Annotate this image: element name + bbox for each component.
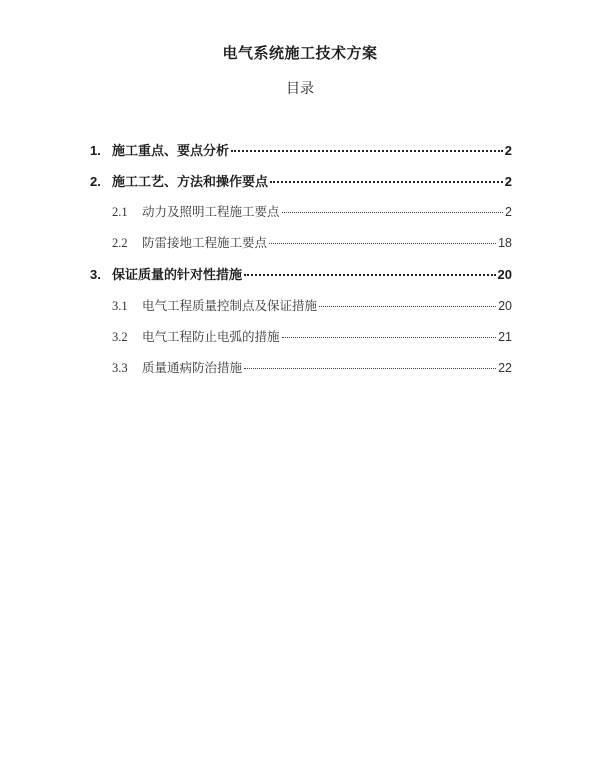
- toc-entry-number: 3.3: [112, 361, 128, 375]
- toc-entry[interactable]: [90, 140, 512, 160]
- toc-entry-number: 3.1: [112, 299, 128, 313]
- toc-entry-page: 20: [497, 267, 512, 282]
- toc-entry-title: 防雷接地工程施工要点: [142, 235, 268, 250]
- toc-entry-number: 3.: [90, 267, 101, 282]
- toc-subentry[interactable]: [112, 327, 512, 347]
- toc-entry-page: 18: [498, 236, 512, 250]
- toc-dot-leader: [282, 212, 504, 213]
- toc-entry-title: 施工工艺、方法和操作要点: [112, 175, 269, 190]
- toc-entry-page: 22: [498, 361, 512, 375]
- toc-entry-title: 动力及照明工程施工要点: [142, 204, 280, 219]
- toc-entry-page: 21: [498, 330, 512, 344]
- toc-entry-page: 2: [504, 174, 512, 189]
- toc-dot-leader: [269, 243, 496, 244]
- toc-entry-title: 保证质量的针对性措施: [112, 268, 243, 283]
- toc-entry-number: 2.2: [112, 236, 128, 250]
- toc-subentry[interactable]: [112, 233, 512, 253]
- toc-dot-leader: [231, 150, 503, 152]
- toc-entry-number: 1.: [90, 143, 101, 158]
- toc-dot-leader: [282, 337, 497, 338]
- toc-subentry[interactable]: [112, 358, 512, 378]
- toc-subentry[interactable]: [112, 296, 512, 316]
- toc-entry-title: 电气工程防止电弧的措施: [142, 329, 280, 344]
- toc-entry-number: 2.: [90, 174, 101, 189]
- document-title: 电气系统施工技术方案: [222, 44, 378, 62]
- toc-entry-page: 2: [504, 143, 512, 158]
- toc-entry-title: 质量通病防治措施: [142, 360, 243, 375]
- toc-dot-leader: [244, 274, 496, 276]
- toc-dot-leader: [319, 306, 496, 307]
- toc-subentry[interactable]: [112, 202, 512, 222]
- toc-entry-page: 20: [498, 299, 512, 313]
- toc-entry-title: 施工重点、要点分析: [112, 144, 230, 159]
- toc-entry-title: 电气工程质量控制点及保证措施: [142, 298, 318, 313]
- toc-entry-number: 2.1: [112, 205, 128, 219]
- toc-heading: 目录: [286, 81, 314, 97]
- toc-entry[interactable]: [90, 264, 512, 284]
- toc-dot-leader: [244, 368, 496, 369]
- toc-entry-page: 2: [505, 205, 512, 219]
- toc-entry-number: 3.2: [112, 330, 128, 344]
- toc-entry[interactable]: [90, 171, 512, 191]
- toc-dot-leader: [270, 181, 503, 183]
